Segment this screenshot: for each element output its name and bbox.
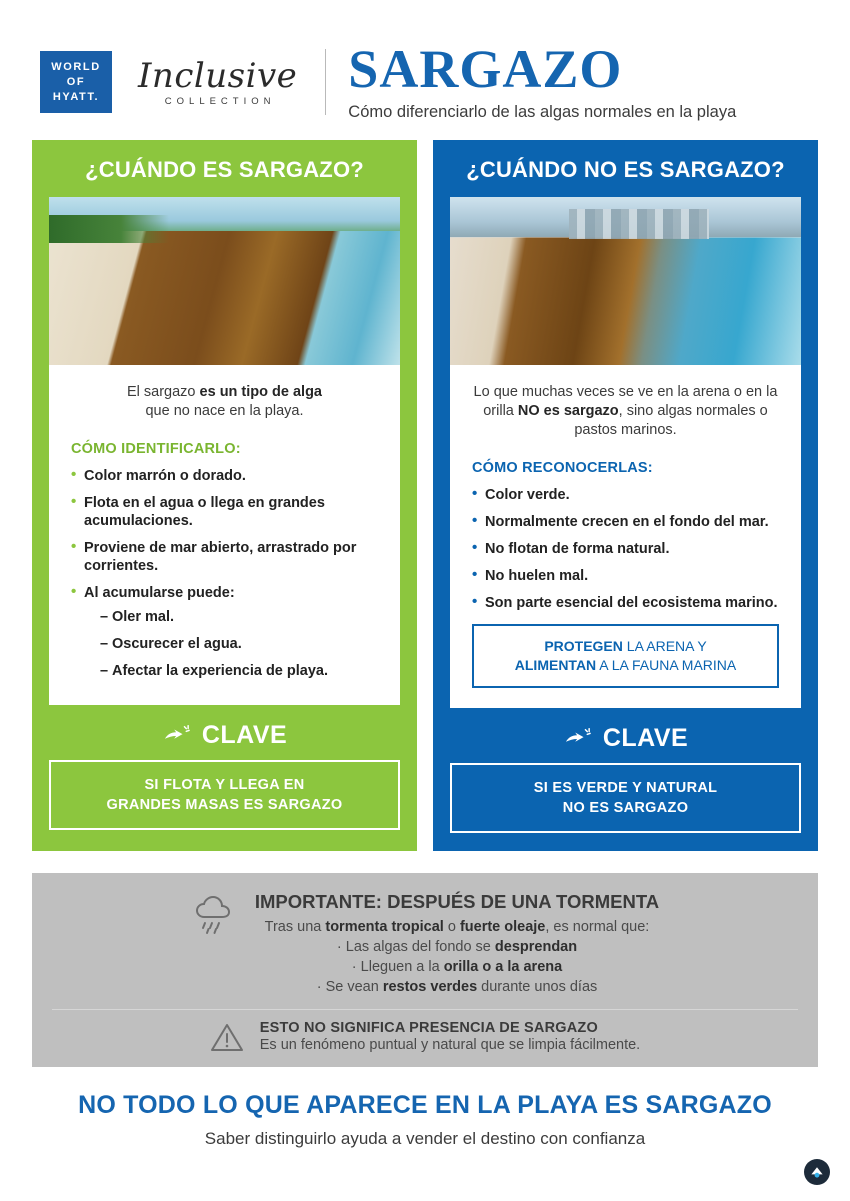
list-item bbox=[71, 584, 378, 680]
protect-feed-box bbox=[472, 624, 779, 688]
no-sargazo-key-box bbox=[450, 763, 801, 833]
important-line-4-c: durante unos días bbox=[477, 979, 598, 995]
header-divider bbox=[325, 49, 326, 115]
important-line-1-d: , es normal que: bbox=[545, 919, 650, 935]
important-title: IMPORTANTE: DESPUÉS DE UNA TORMENTA bbox=[254, 891, 660, 912]
no-sargazo-section-title: CÓMO RECONOCERLAS: bbox=[472, 460, 653, 476]
important-line-2 bbox=[255, 937, 659, 957]
sargazo-section-title: CÓMO IDENTIFICARLO: bbox=[71, 441, 241, 457]
feed-bold: ALIMENTAN bbox=[514, 657, 597, 673]
important-line-3-a: · Lleguen a la bbox=[351, 959, 444, 975]
no-sargazo-intro-part-1: Lo que muchas veces se ve en la arena o en la orilla bbox=[473, 384, 778, 419]
important-line-1-bold-2: fuerte oleaje bbox=[459, 919, 546, 935]
hyatt-logo-line-3: HYATT. bbox=[52, 90, 100, 103]
sargazo-key-line-2: GRANDES MASAS ES SARGAZO bbox=[106, 797, 343, 813]
title-block bbox=[348, 39, 737, 122]
corner-badge-icon[interactable] bbox=[804, 1159, 830, 1185]
no-sargazo-key-line-1: SI ES VERDE Y NATURAL bbox=[533, 780, 718, 796]
protect-feed-line-2 bbox=[480, 656, 771, 675]
important-line-1-a: Tras una bbox=[264, 919, 326, 935]
list-item: • No huelen mal. bbox=[472, 567, 779, 585]
no-sargazo-intro-bold: NO es sargazo bbox=[517, 403, 619, 419]
protect-text: LA ARENA Y bbox=[622, 638, 707, 654]
no-sargazo-bullet-list bbox=[450, 482, 801, 612]
world-of-hyatt-logo bbox=[40, 51, 112, 113]
list-item: • Proviene de mar abierto, arrastrado por corrientes. bbox=[71, 539, 378, 575]
sargazo-beach-photo bbox=[49, 197, 400, 365]
pointing-hand-icon bbox=[563, 726, 593, 752]
list-item: • No flotan de forma natural. bbox=[472, 540, 779, 558]
pointing-hand-icon bbox=[162, 723, 192, 749]
important-bottom-text bbox=[260, 1020, 640, 1053]
footer-subline: Saber distinguirlo ayuda a vender el destino con confianza bbox=[204, 1129, 646, 1148]
important-line-3-bold: orilla o a la arena bbox=[443, 959, 563, 975]
important-bottom-title: ESTO NO SIGNIFICA PRESENCIA DE SARGAZO bbox=[259, 1020, 598, 1036]
important-text-block bbox=[255, 891, 659, 997]
list-item: • Color verde. bbox=[472, 486, 779, 504]
important-separator bbox=[52, 1009, 798, 1010]
sargazo-intro-part-1: El sargazo bbox=[126, 384, 200, 400]
list-item-label: Al acumularse puede: bbox=[84, 585, 235, 601]
important-line-4 bbox=[255, 977, 659, 997]
list-item: • Normalmente crecen en el fondo del mar. bbox=[472, 513, 779, 531]
important-line-1 bbox=[255, 917, 659, 937]
important-line-2-a: · Las algas del fondo se bbox=[336, 939, 495, 955]
sargazo-clave-row bbox=[32, 705, 417, 760]
page-subtitle: Cómo diferenciarlo de las algas normales en la playa bbox=[348, 103, 737, 121]
page-title: SARGAZO bbox=[348, 39, 623, 99]
no-sargazo-intro-part-2: , sino algas normales o pastos marinos. bbox=[574, 403, 768, 438]
sargazo-sub-list bbox=[84, 608, 378, 680]
sargazo-intro bbox=[49, 365, 400, 427]
inclusive-wordmark: Inclusive bbox=[138, 55, 298, 96]
column-no-sargazo-heading: ¿CUÁNDO NO ES SARGAZO? bbox=[466, 157, 785, 182]
page-footer bbox=[0, 1067, 850, 1149]
inclusive-collection-label: COLLECTION bbox=[164, 95, 276, 107]
sargazo-clave-label: CLAVE bbox=[201, 721, 288, 749]
important-line-1-c: o bbox=[443, 919, 460, 935]
no-sargazo-intro bbox=[450, 365, 801, 446]
sargazo-bullet-list bbox=[49, 463, 400, 680]
no-sargazo-clave-label: CLAVE bbox=[602, 724, 689, 752]
footer-headline: NO TODO LO QUE APARECE EN LA PLAYA ES SARGAZO bbox=[78, 1091, 772, 1119]
sargazo-intro-part-2: que no nace en la playa. bbox=[145, 403, 304, 419]
important-line-4-bold: restos verdes bbox=[382, 979, 478, 995]
page-header bbox=[0, 0, 850, 140]
normal-algae-beach-photo bbox=[450, 197, 801, 365]
list-item: • Flota en el agua o llega en grandes acumulaciones. bbox=[71, 494, 378, 530]
important-bottom bbox=[52, 1020, 798, 1053]
column-no-sargazo-card bbox=[450, 197, 801, 708]
comparison-columns bbox=[0, 140, 850, 851]
important-line-3 bbox=[255, 957, 659, 977]
list-item: • Color marrón o dorado. bbox=[71, 467, 378, 485]
list-item: – Oler mal. bbox=[100, 608, 378, 626]
rain-cloud-icon bbox=[191, 893, 237, 937]
hyatt-logo-line-2: OF bbox=[66, 75, 86, 88]
protect-feed-line-1 bbox=[480, 637, 771, 656]
important-lines bbox=[255, 917, 659, 997]
important-bottom-subtitle: Es un fenómeno puntual y natural que se limpia fácilmente. bbox=[259, 1037, 641, 1053]
no-sargazo-clave-row bbox=[433, 708, 818, 763]
sargazo-key-box bbox=[49, 760, 400, 830]
list-item: • Son parte esencial del ecosistema marino. bbox=[472, 594, 779, 612]
protect-bold: PROTEGEN bbox=[544, 638, 623, 654]
feed-text: A LA FAUNA MARINA bbox=[596, 657, 737, 673]
column-sargazo-card bbox=[49, 197, 400, 705]
important-panel bbox=[32, 873, 818, 1067]
sargazo-key-line-1: SI FLOTA Y LLEGA EN bbox=[144, 777, 305, 793]
column-sargazo-heading: ¿CUÁNDO ES SARGAZO? bbox=[85, 157, 364, 182]
important-top bbox=[52, 891, 798, 997]
sargazo-intro-bold: es un tipo de alga bbox=[199, 384, 322, 400]
important-line-2-bold: desprendan bbox=[494, 939, 578, 955]
important-line-1-bold-1: tormenta tropical bbox=[325, 919, 444, 935]
inclusive-collection-logo bbox=[138, 55, 325, 107]
important-line-4-a: · Se vean bbox=[316, 979, 383, 995]
hyatt-logo-line-1: WORLD bbox=[51, 60, 101, 73]
warning-triangle-icon bbox=[210, 1022, 244, 1052]
list-item: – Afectar la experiencia de playa. bbox=[100, 662, 378, 680]
list-item: – Oscurecer el agua. bbox=[100, 635, 378, 653]
no-sargazo-key-line-2: NO ES SARGAZO bbox=[562, 800, 689, 816]
column-sargazo bbox=[32, 140, 417, 851]
column-no-sargazo bbox=[433, 140, 818, 851]
